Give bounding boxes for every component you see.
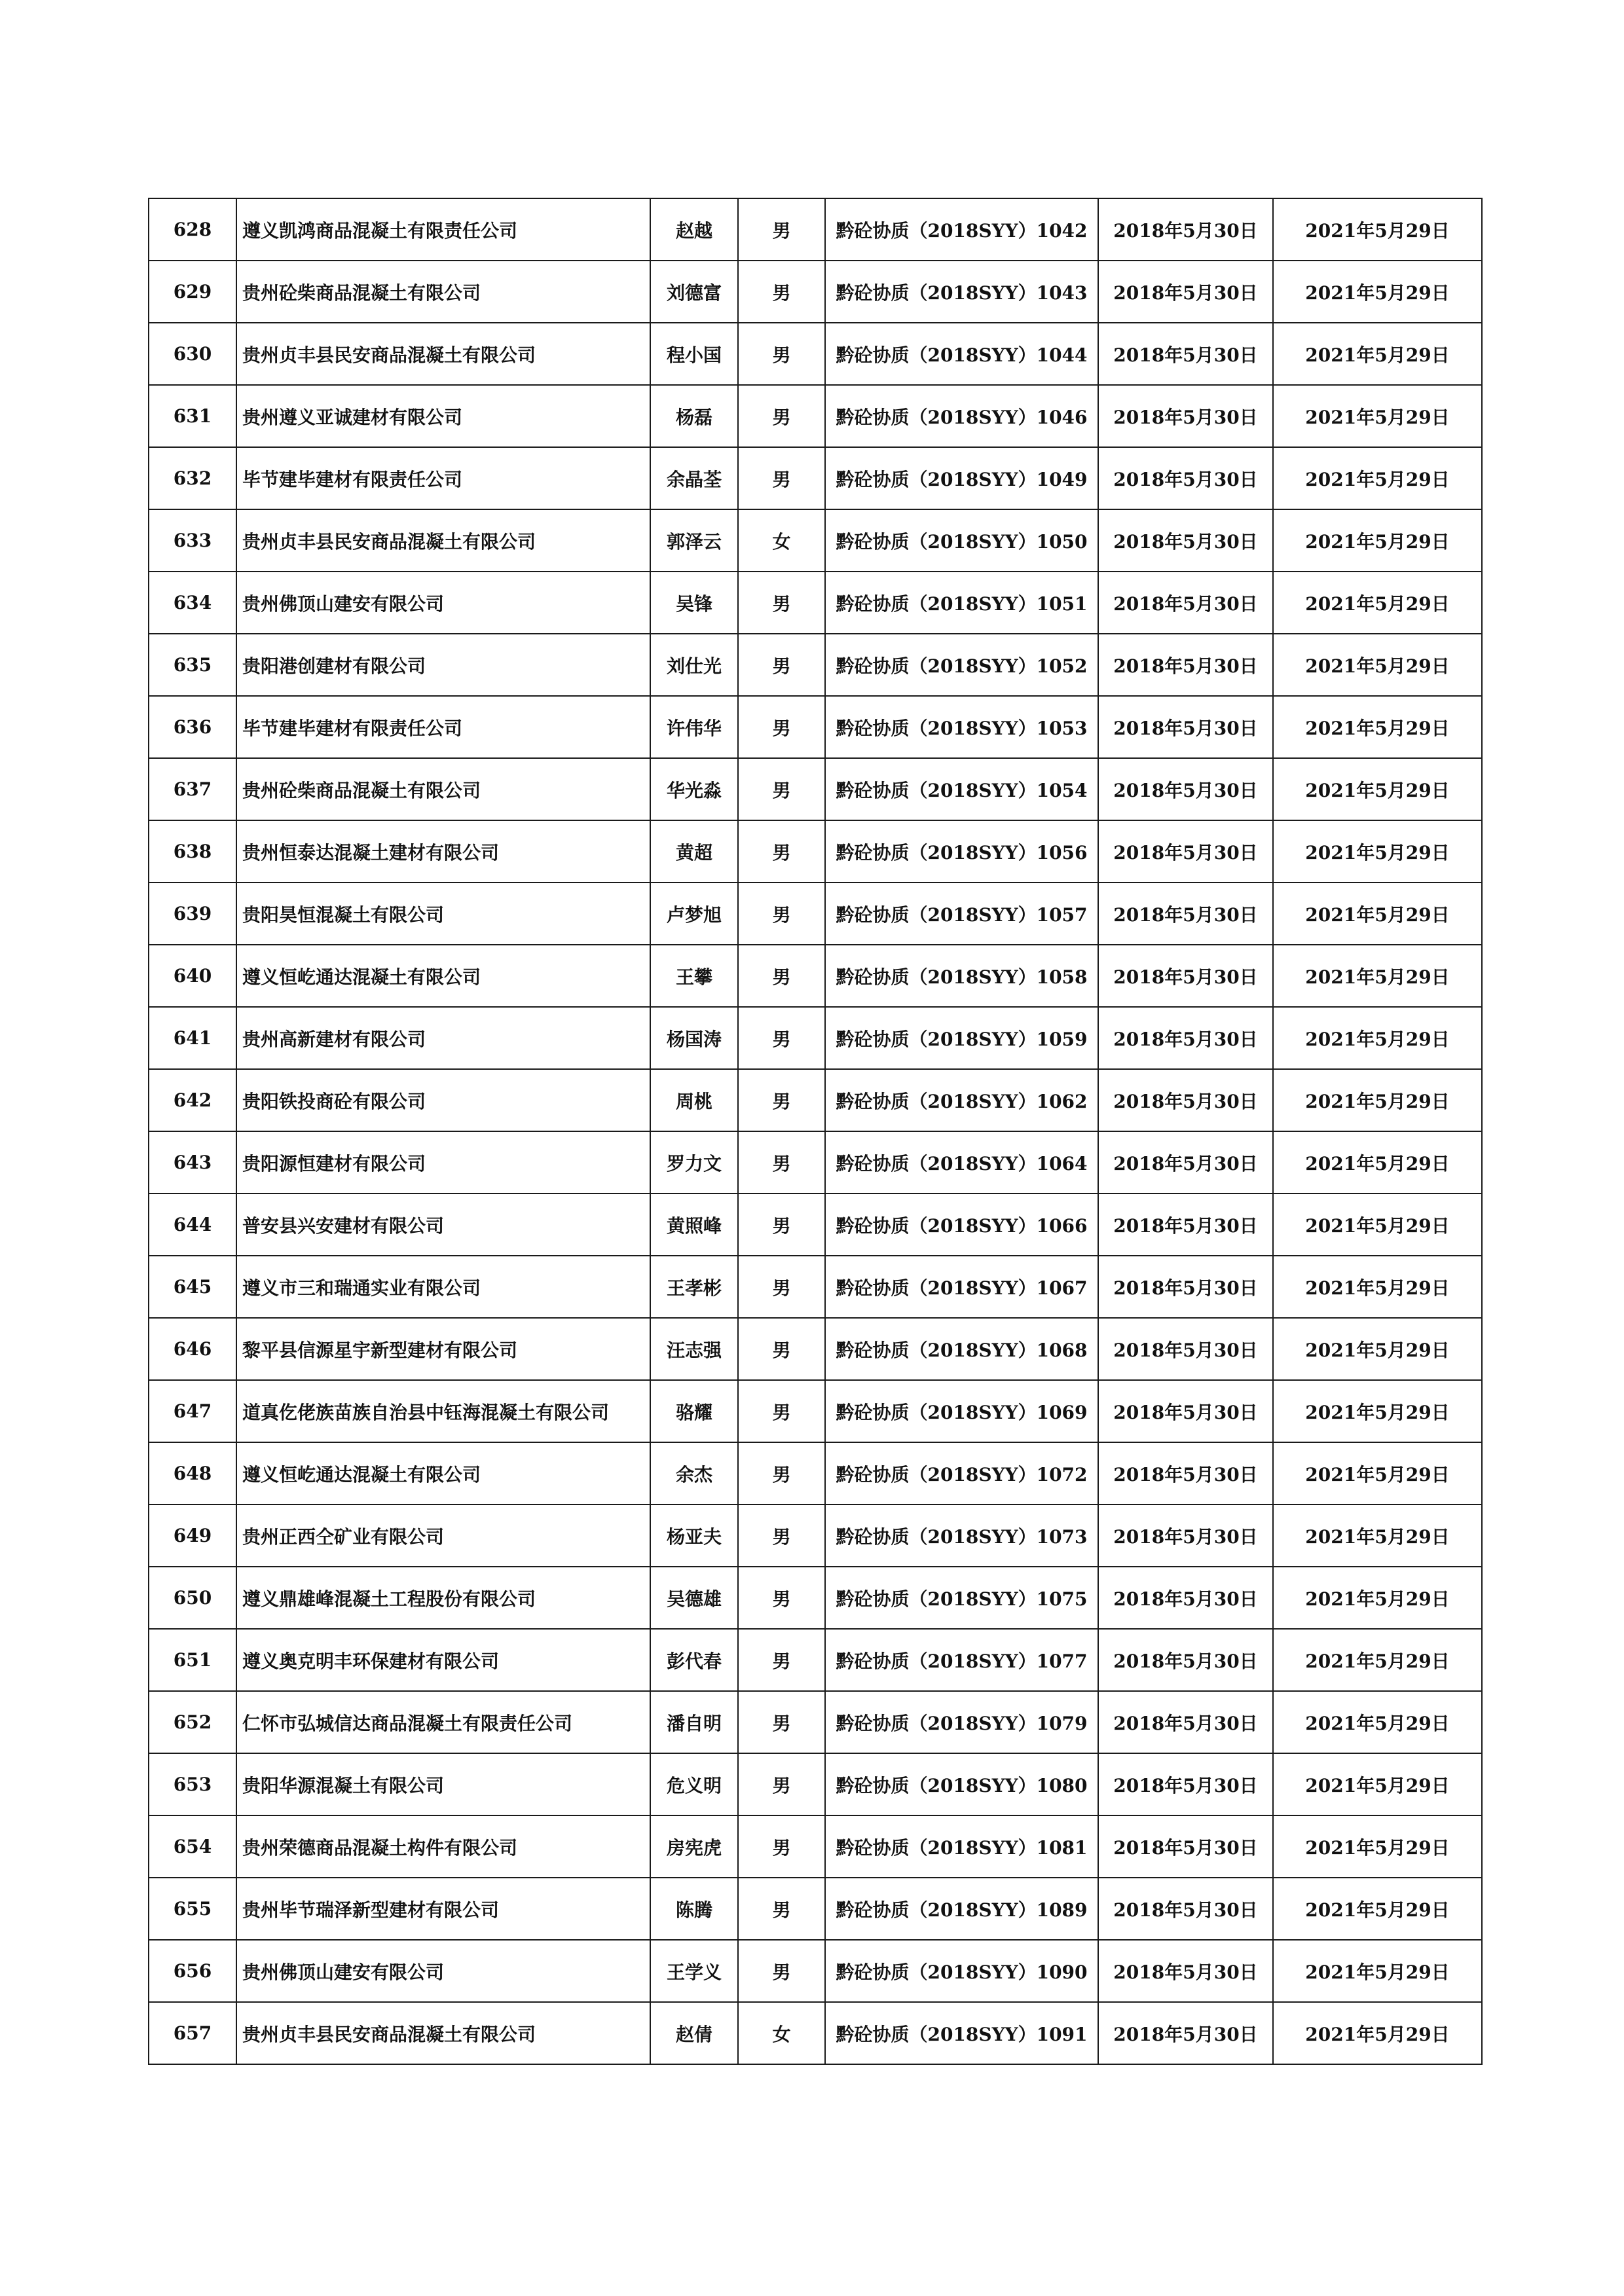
gender-cell: 男	[738, 323, 825, 385]
serial-number-cell: 640	[149, 945, 236, 1007]
issue-date-cell: 2018年5月30日	[1098, 198, 1273, 261]
gender-cell: 男	[738, 1442, 825, 1504]
certificate-number-cell: 黔砼协质（2018SYY）1049	[825, 447, 1098, 509]
certificate-number-cell: 黔砼协质（2018SYY）1068	[825, 1318, 1098, 1380]
company-name-cell: 遵义凯鸿商品混凝土有限责任公司	[236, 198, 650, 261]
expiry-date-cell: 2021年5月29日	[1273, 1256, 1482, 1318]
issue-date-cell: 2018年5月30日	[1098, 572, 1273, 634]
serial-number-cell: 629	[149, 261, 236, 323]
serial-number-cell: 632	[149, 447, 236, 509]
person-name-cell: 杨国涛	[650, 1007, 738, 1069]
company-name-cell: 贵州佛顶山建安有限公司	[236, 1940, 650, 2002]
gender-cell: 男	[738, 1256, 825, 1318]
table-row	[149, 696, 1482, 758]
company-name-cell: 贵州高新建材有限公司	[236, 1007, 650, 1069]
serial-number-cell: 630	[149, 323, 236, 385]
person-name-cell: 周桃	[650, 1069, 738, 1131]
expiry-date-cell: 2021年5月29日	[1273, 945, 1482, 1007]
serial-number-cell: 648	[149, 1442, 236, 1504]
company-name-cell: 贵州砼柴商品混凝土有限公司	[236, 758, 650, 820]
expiry-date-cell: 2021年5月29日	[1273, 447, 1482, 509]
gender-cell: 男	[738, 758, 825, 820]
expiry-date-cell: 2021年5月29日	[1273, 1442, 1482, 1504]
serial-number-cell: 645	[149, 1256, 236, 1318]
certificate-roster-table	[148, 198, 1483, 2065]
person-name-cell: 罗力文	[650, 1131, 738, 1194]
expiry-date-cell: 2021年5月29日	[1273, 1940, 1482, 2002]
person-name-cell: 许伟华	[650, 696, 738, 758]
company-name-cell: 贵州贞丰县民安商品混凝土有限公司	[236, 323, 650, 385]
gender-cell: 男	[738, 1567, 825, 1629]
gender-cell: 男	[738, 447, 825, 509]
issue-date-cell: 2018年5月30日	[1098, 1069, 1273, 1131]
gender-cell: 男	[738, 1629, 825, 1691]
issue-date-cell: 2018年5月30日	[1098, 1318, 1273, 1380]
company-name-cell: 仁怀市弘城信达商品混凝土有限责任公司	[236, 1691, 650, 1753]
company-name-cell: 贵州正西仝矿业有限公司	[236, 1504, 650, 1567]
serial-number-cell: 642	[149, 1069, 236, 1131]
certificate-number-cell: 黔砼协质（2018SYY）1046	[825, 385, 1098, 447]
serial-number-cell: 649	[149, 1504, 236, 1567]
person-name-cell: 黄超	[650, 820, 738, 883]
issue-date-cell: 2018年5月30日	[1098, 820, 1273, 883]
table-row	[149, 323, 1482, 385]
gender-cell: 男	[738, 1691, 825, 1753]
table-row	[149, 1007, 1482, 1069]
serial-number-cell: 655	[149, 1878, 236, 1940]
person-name-cell: 杨磊	[650, 385, 738, 447]
table-row	[149, 1131, 1482, 1194]
certificate-number-cell: 黔砼协质（2018SYY）1042	[825, 198, 1098, 261]
expiry-date-cell: 2021年5月29日	[1273, 1504, 1482, 1567]
certificate-number-cell: 黔砼协质（2018SYY）1064	[825, 1131, 1098, 1194]
expiry-date-cell: 2021年5月29日	[1273, 634, 1482, 696]
expiry-date-cell: 2021年5月29日	[1273, 2002, 1482, 2064]
person-name-cell: 王孝彬	[650, 1256, 738, 1318]
certificate-number-cell: 黔砼协质（2018SYY）1066	[825, 1194, 1098, 1256]
issue-date-cell: 2018年5月30日	[1098, 1380, 1273, 1442]
table-row	[149, 1878, 1482, 1940]
serial-number-cell: 639	[149, 883, 236, 945]
issue-date-cell: 2018年5月30日	[1098, 1567, 1273, 1629]
certificate-number-cell: 黔砼协质（2018SYY）1059	[825, 1007, 1098, 1069]
issue-date-cell: 2018年5月30日	[1098, 1007, 1273, 1069]
serial-number-cell: 647	[149, 1380, 236, 1442]
serial-number-cell: 644	[149, 1194, 236, 1256]
expiry-date-cell: 2021年5月29日	[1273, 198, 1482, 261]
company-name-cell: 毕节建毕建材有限责任公司	[236, 696, 650, 758]
person-name-cell: 黄照峰	[650, 1194, 738, 1256]
table-row	[149, 758, 1482, 820]
company-name-cell: 道真仡佬族苗族自治县中钰海混凝土有限公司	[236, 1380, 650, 1442]
expiry-date-cell: 2021年5月29日	[1273, 1007, 1482, 1069]
serial-number-cell: 654	[149, 1815, 236, 1878]
issue-date-cell: 2018年5月30日	[1098, 696, 1273, 758]
person-name-cell: 赵倩	[650, 2002, 738, 2064]
serial-number-cell: 656	[149, 1940, 236, 2002]
company-name-cell: 贵阳铁投商砼有限公司	[236, 1069, 650, 1131]
person-name-cell: 危义明	[650, 1753, 738, 1815]
expiry-date-cell: 2021年5月29日	[1273, 1069, 1482, 1131]
expiry-date-cell: 2021年5月29日	[1273, 1878, 1482, 1940]
certificate-number-cell: 黔砼协质（2018SYY）1044	[825, 323, 1098, 385]
certificate-number-cell: 黔砼协质（2018SYY）1075	[825, 1567, 1098, 1629]
gender-cell: 男	[738, 1380, 825, 1442]
table-row	[149, 1380, 1482, 1442]
gender-cell: 男	[738, 1815, 825, 1878]
table-row	[149, 1504, 1482, 1567]
issue-date-cell: 2018年5月30日	[1098, 1131, 1273, 1194]
table-row	[149, 1256, 1482, 1318]
table-row	[149, 945, 1482, 1007]
serial-number-cell: 651	[149, 1629, 236, 1691]
certificate-number-cell: 黔砼协质（2018SYY）1050	[825, 509, 1098, 572]
certificate-number-cell: 黔砼协质（2018SYY）1080	[825, 1753, 1098, 1815]
gender-cell: 男	[738, 634, 825, 696]
expiry-date-cell: 2021年5月29日	[1273, 758, 1482, 820]
serial-number-cell: 646	[149, 1318, 236, 1380]
certificate-number-cell: 黔砼协质（2018SYY）1072	[825, 1442, 1098, 1504]
certificate-number-cell: 黔砼协质（2018SYY）1073	[825, 1504, 1098, 1567]
gender-cell: 女	[738, 2002, 825, 2064]
company-name-cell: 贵州贞丰县民安商品混凝土有限公司	[236, 509, 650, 572]
issue-date-cell: 2018年5月30日	[1098, 634, 1273, 696]
person-name-cell: 余杰	[650, 1442, 738, 1504]
serial-number-cell: 652	[149, 1691, 236, 1753]
gender-cell: 男	[738, 1069, 825, 1131]
serial-number-cell: 653	[149, 1753, 236, 1815]
issue-date-cell: 2018年5月30日	[1098, 261, 1273, 323]
table-row	[149, 820, 1482, 883]
gender-cell: 男	[738, 1878, 825, 1940]
issue-date-cell: 2018年5月30日	[1098, 1940, 1273, 2002]
table-row	[149, 447, 1482, 509]
person-name-cell: 刘德富	[650, 261, 738, 323]
certificate-number-cell: 黔砼协质（2018SYY）1089	[825, 1878, 1098, 1940]
issue-date-cell: 2018年5月30日	[1098, 883, 1273, 945]
person-name-cell: 华光淼	[650, 758, 738, 820]
table-row	[149, 883, 1482, 945]
serial-number-cell: 631	[149, 385, 236, 447]
table-row	[149, 509, 1482, 572]
person-name-cell: 潘自明	[650, 1691, 738, 1753]
certificate-number-cell: 黔砼协质（2018SYY）1081	[825, 1815, 1098, 1878]
certificate-number-cell: 黔砼协质（2018SYY）1043	[825, 261, 1098, 323]
gender-cell: 男	[738, 883, 825, 945]
certificate-number-cell: 黔砼协质（2018SYY）1079	[825, 1691, 1098, 1753]
expiry-date-cell: 2021年5月29日	[1273, 261, 1482, 323]
expiry-date-cell: 2021年5月29日	[1273, 883, 1482, 945]
issue-date-cell: 2018年5月30日	[1098, 1878, 1273, 1940]
company-name-cell: 贵州荣德商品混凝土构件有限公司	[236, 1815, 650, 1878]
company-name-cell: 遵义恒屹通达混凝土有限公司	[236, 945, 650, 1007]
person-name-cell: 程小国	[650, 323, 738, 385]
issue-date-cell: 2018年5月30日	[1098, 509, 1273, 572]
gender-cell: 男	[738, 1131, 825, 1194]
issue-date-cell: 2018年5月30日	[1098, 2002, 1273, 2064]
serial-number-cell: 641	[149, 1007, 236, 1069]
serial-number-cell: 643	[149, 1131, 236, 1194]
serial-number-cell: 636	[149, 696, 236, 758]
gender-cell: 男	[738, 1194, 825, 1256]
gender-cell: 男	[738, 198, 825, 261]
expiry-date-cell: 2021年5月29日	[1273, 509, 1482, 572]
issue-date-cell: 2018年5月30日	[1098, 1504, 1273, 1567]
issue-date-cell: 2018年5月30日	[1098, 1815, 1273, 1878]
company-name-cell: 贵阳华源混凝土有限公司	[236, 1753, 650, 1815]
company-name-cell: 遵义鼎雄峰混凝土工程股份有限公司	[236, 1567, 650, 1629]
table-row	[149, 1069, 1482, 1131]
gender-cell: 男	[738, 1504, 825, 1567]
person-name-cell: 房宪虎	[650, 1815, 738, 1878]
gender-cell: 男	[738, 1940, 825, 2002]
gender-cell: 男	[738, 1753, 825, 1815]
serial-number-cell: 635	[149, 634, 236, 696]
person-name-cell: 吴锋	[650, 572, 738, 634]
company-name-cell: 贵州砼柴商品混凝土有限公司	[236, 261, 650, 323]
issue-date-cell: 2018年5月30日	[1098, 1753, 1273, 1815]
expiry-date-cell: 2021年5月29日	[1273, 1380, 1482, 1442]
serial-number-cell: 650	[149, 1567, 236, 1629]
expiry-date-cell: 2021年5月29日	[1273, 572, 1482, 634]
company-name-cell: 毕节建毕建材有限责任公司	[236, 447, 650, 509]
table-row	[149, 1815, 1482, 1878]
gender-cell: 男	[738, 572, 825, 634]
company-name-cell: 贵州贞丰县民安商品混凝土有限公司	[236, 2002, 650, 2064]
certificate-number-cell: 黔砼协质（2018SYY）1069	[825, 1380, 1098, 1442]
serial-number-cell: 628	[149, 198, 236, 261]
expiry-date-cell: 2021年5月29日	[1273, 1815, 1482, 1878]
certificate-number-cell: 黔砼协质（2018SYY）1091	[825, 2002, 1098, 2064]
issue-date-cell: 2018年5月30日	[1098, 758, 1273, 820]
certificate-number-cell: 黔砼协质（2018SYY）1053	[825, 696, 1098, 758]
gender-cell: 男	[738, 385, 825, 447]
person-name-cell: 余晶荃	[650, 447, 738, 509]
issue-date-cell: 2018年5月30日	[1098, 1629, 1273, 1691]
expiry-date-cell: 2021年5月29日	[1273, 1567, 1482, 1629]
table-row	[149, 198, 1482, 261]
expiry-date-cell: 2021年5月29日	[1273, 696, 1482, 758]
person-name-cell: 杨亚夫	[650, 1504, 738, 1567]
certificate-number-cell: 黔砼协质（2018SYY）1056	[825, 820, 1098, 883]
person-name-cell: 卢梦旭	[650, 883, 738, 945]
issue-date-cell: 2018年5月30日	[1098, 1691, 1273, 1753]
certificate-number-cell: 黔砼协质（2018SYY）1077	[825, 1629, 1098, 1691]
company-name-cell: 贵阳港创建材有限公司	[236, 634, 650, 696]
issue-date-cell: 2018年5月30日	[1098, 945, 1273, 1007]
table-row	[149, 2002, 1482, 2064]
expiry-date-cell: 2021年5月29日	[1273, 1691, 1482, 1753]
company-name-cell: 贵州恒泰达混凝土建材有限公司	[236, 820, 650, 883]
gender-cell: 男	[738, 1318, 825, 1380]
table-row	[149, 1318, 1482, 1380]
person-name-cell: 汪志强	[650, 1318, 738, 1380]
gender-cell: 女	[738, 509, 825, 572]
company-name-cell: 贵州遵义亚诚建材有限公司	[236, 385, 650, 447]
person-name-cell: 郭泽云	[650, 509, 738, 572]
expiry-date-cell: 2021年5月29日	[1273, 323, 1482, 385]
issue-date-cell: 2018年5月30日	[1098, 385, 1273, 447]
table-row	[149, 1194, 1482, 1256]
gender-cell: 男	[738, 820, 825, 883]
person-name-cell: 刘仕光	[650, 634, 738, 696]
certificate-number-cell: 黔砼协质（2018SYY）1067	[825, 1256, 1098, 1318]
expiry-date-cell: 2021年5月29日	[1273, 820, 1482, 883]
expiry-date-cell: 2021年5月29日	[1273, 1194, 1482, 1256]
person-name-cell: 骆耀	[650, 1380, 738, 1442]
expiry-date-cell: 2021年5月29日	[1273, 1629, 1482, 1691]
person-name-cell: 赵越	[650, 198, 738, 261]
table-row	[149, 1442, 1482, 1504]
table-row	[149, 1753, 1482, 1815]
person-name-cell: 吴德雄	[650, 1567, 738, 1629]
issue-date-cell: 2018年5月30日	[1098, 323, 1273, 385]
certificate-number-cell: 黔砼协质（2018SYY）1058	[825, 945, 1098, 1007]
certificate-number-cell: 黔砼协质（2018SYY）1054	[825, 758, 1098, 820]
gender-cell: 男	[738, 261, 825, 323]
person-name-cell: 陈腾	[650, 1878, 738, 1940]
table-row	[149, 1940, 1482, 2002]
serial-number-cell: 638	[149, 820, 236, 883]
roster-body	[149, 198, 1482, 2064]
person-name-cell: 王学义	[650, 1940, 738, 2002]
table-row	[149, 572, 1482, 634]
serial-number-cell: 633	[149, 509, 236, 572]
certificate-number-cell: 黔砼协质（2018SYY）1051	[825, 572, 1098, 634]
company-name-cell: 贵阳源恒建材有限公司	[236, 1131, 650, 1194]
company-name-cell: 贵州毕节瑞泽新型建材有限公司	[236, 1878, 650, 1940]
gender-cell: 男	[738, 945, 825, 1007]
expiry-date-cell: 2021年5月29日	[1273, 1318, 1482, 1380]
company-name-cell: 遵义市三和瑞通实业有限公司	[236, 1256, 650, 1318]
company-name-cell: 黎平县信源星宇新型建材有限公司	[236, 1318, 650, 1380]
gender-cell: 男	[738, 696, 825, 758]
person-name-cell: 王攀	[650, 945, 738, 1007]
certificate-number-cell: 黔砼协质（2018SYY）1057	[825, 883, 1098, 945]
company-name-cell: 普安县兴安建材有限公司	[236, 1194, 650, 1256]
serial-number-cell: 634	[149, 572, 236, 634]
serial-number-cell: 637	[149, 758, 236, 820]
table-row	[149, 1691, 1482, 1753]
certificate-number-cell: 黔砼协质（2018SYY）1090	[825, 1940, 1098, 2002]
table-row	[149, 1629, 1482, 1691]
table-row	[149, 261, 1482, 323]
company-name-cell: 遵义奥克明丰环保建材有限公司	[236, 1629, 650, 1691]
certificate-number-cell: 黔砼协质（2018SYY）1062	[825, 1069, 1098, 1131]
company-name-cell: 贵州佛顶山建安有限公司	[236, 572, 650, 634]
person-name-cell: 彭代春	[650, 1629, 738, 1691]
issue-date-cell: 2018年5月30日	[1098, 1442, 1273, 1504]
expiry-date-cell: 2021年5月29日	[1273, 1753, 1482, 1815]
expiry-date-cell: 2021年5月29日	[1273, 385, 1482, 447]
issue-date-cell: 2018年5月30日	[1098, 447, 1273, 509]
company-name-cell: 遵义恒屹通达混凝土有限公司	[236, 1442, 650, 1504]
table-row	[149, 1567, 1482, 1629]
expiry-date-cell: 2021年5月29日	[1273, 1131, 1482, 1194]
table-row	[149, 634, 1482, 696]
issue-date-cell: 2018年5月30日	[1098, 1194, 1273, 1256]
issue-date-cell: 2018年5月30日	[1098, 1256, 1273, 1318]
serial-number-cell: 657	[149, 2002, 236, 2064]
certificate-number-cell: 黔砼协质（2018SYY）1052	[825, 634, 1098, 696]
table-row	[149, 385, 1482, 447]
gender-cell: 男	[738, 1007, 825, 1069]
company-name-cell: 贵阳昊恒混凝土有限公司	[236, 883, 650, 945]
